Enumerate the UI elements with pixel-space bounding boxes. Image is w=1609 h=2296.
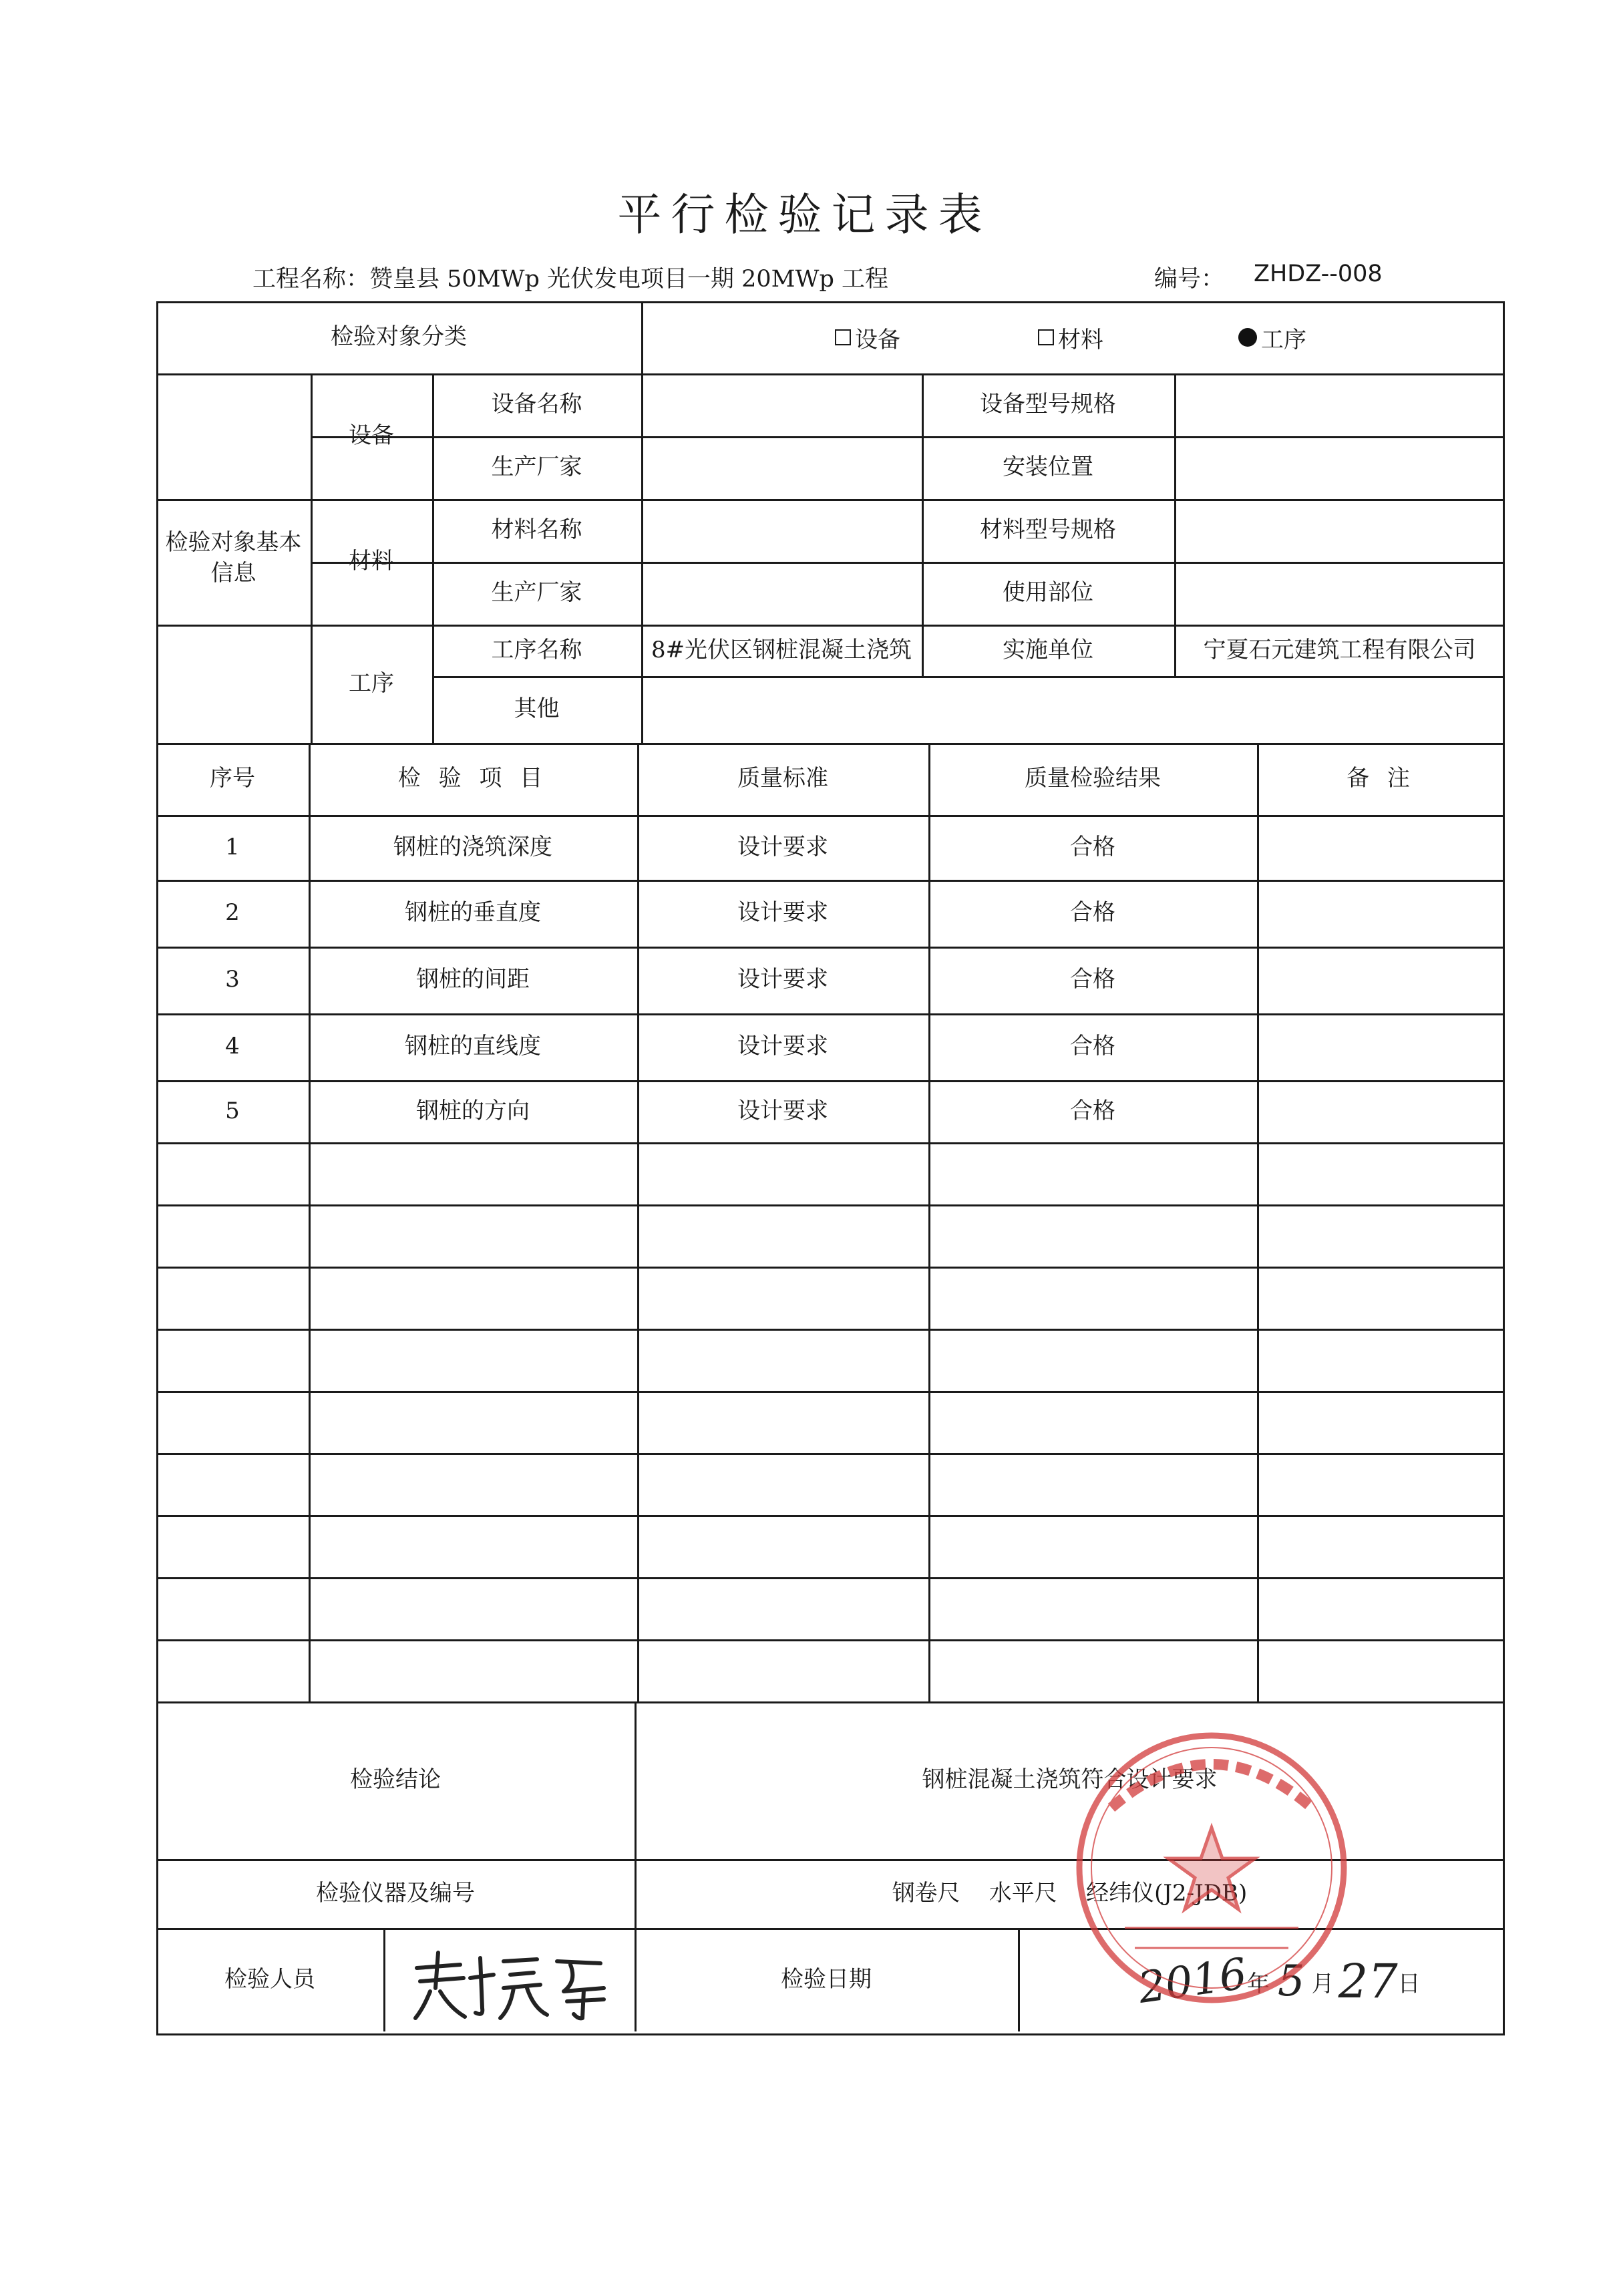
rule — [383, 1928, 385, 2031]
material-part-value — [1174, 562, 1505, 625]
row-no: 3 — [225, 966, 240, 993]
material-model-label: 材料型号规格 — [980, 516, 1116, 544]
doc-number: ZHDZ--008 — [1254, 261, 1383, 287]
row-standard: 设计要求 — [737, 966, 828, 993]
date-year-unit: 年 — [1246, 1970, 1270, 1997]
rule — [156, 1391, 1505, 1393]
equipment-group-label: 设备 — [349, 422, 394, 450]
header-item: 检 验 项 目 — [397, 765, 548, 792]
project-name: 工程名称：赞皇县 50MWp 光伏发电项目一期 20MWp 工程 — [252, 266, 889, 293]
category-label: 检验对象分类 — [331, 323, 467, 351]
date-label: 检验日期 — [781, 1965, 872, 1993]
row-item: 钢桩的间距 — [416, 966, 530, 993]
row-result: 合格 — [1070, 899, 1115, 927]
date-month-unit: 月 — [1311, 1970, 1334, 1997]
page-title: 平行检验记录表 — [617, 189, 992, 240]
row-no: 4 — [225, 1033, 240, 1060]
material-name-label: 材料名称 — [491, 516, 582, 544]
doc-number-label: 编号： — [1154, 266, 1225, 293]
date-year: 2016 — [1135, 1949, 1250, 2013]
material-maker-value — [641, 562, 922, 625]
row-remark — [1257, 1080, 1505, 1142]
equipment-maker-value — [641, 436, 922, 499]
equipment-location-value — [1174, 436, 1505, 499]
row-standard: 设计要求 — [737, 1097, 828, 1124]
header-result: 质量检验结果 — [1025, 765, 1161, 792]
equipment-maker-label: 生产厂家 — [491, 454, 582, 481]
header-remark: 备 注 — [1347, 765, 1415, 792]
material-maker-label: 生产厂家 — [491, 579, 582, 607]
row-standard: 设计要求 — [737, 1033, 828, 1060]
row-item: 钢桩的垂直度 — [405, 899, 541, 927]
rule — [156, 1142, 1505, 1144]
other-label: 其他 — [514, 695, 560, 723]
conclusion-value: 钢桩混凝土浇筑符合设计要求 — [922, 1766, 1218, 1794]
equipment-model-value — [1174, 373, 1505, 436]
row-no: 1 — [225, 833, 240, 860]
other-value — [641, 676, 1505, 743]
process-name-label: 工序名称 — [491, 636, 582, 663]
inspection-form — [156, 301, 1505, 2035]
rule — [156, 1453, 1505, 1455]
row-standard: 设计要求 — [737, 899, 828, 927]
process-group-label: 工序 — [349, 669, 394, 697]
equipment-name-label: 设备名称 — [491, 391, 582, 418]
rule — [156, 1577, 1505, 1579]
inspector-label: 检验人员 — [224, 1965, 315, 1993]
date-day: 27 — [1338, 1954, 1398, 2009]
header-standard: 质量标准 — [737, 765, 828, 792]
instruments-label: 检验仪器及编号 — [316, 1879, 475, 1907]
option-label: 工序 — [1261, 326, 1306, 353]
option-label: 设备 — [855, 326, 900, 353]
filled-circle-icon[interactable] — [1238, 328, 1257, 347]
date-day-unit: 日 — [1397, 1970, 1421, 1997]
rule — [156, 1515, 1505, 1517]
option-material[interactable] — [1038, 301, 1103, 373]
equipment-location-label: 安装位置 — [1003, 454, 1093, 481]
date-month: 5 — [1277, 1957, 1305, 2006]
row-no: 5 — [225, 1097, 240, 1124]
row-result: 合格 — [1070, 833, 1115, 860]
material-part-label: 使用部位 — [1003, 579, 1093, 607]
option-label: 材料 — [1058, 326, 1103, 353]
rule — [156, 1329, 1505, 1331]
row-standard: 设计要求 — [737, 833, 828, 860]
row-no: 2 — [225, 899, 240, 927]
row-item: 钢桩的浇筑深度 — [393, 833, 552, 860]
material-model-value — [1174, 499, 1505, 562]
row-remark — [1257, 815, 1505, 880]
process-unit-label: 实施单位 — [1003, 636, 1093, 663]
rule — [641, 301, 643, 373]
instruments-value: 钢卷尺 水平尺 经纬仪(J2-JDB) — [892, 1879, 1248, 1907]
row-result: 合格 — [1070, 1033, 1115, 1060]
header-no: 序号 — [210, 765, 255, 792]
row-result: 合格 — [1070, 966, 1115, 993]
row-item: 钢桩的直线度 — [405, 1033, 541, 1060]
rule — [156, 1204, 1505, 1206]
option-process[interactable] — [1238, 301, 1306, 373]
row-item: 钢桩的方向 — [416, 1097, 530, 1124]
equipment-model-label: 设备型号规格 — [980, 391, 1116, 418]
material-group-label: 材料 — [349, 548, 394, 575]
process-unit-value: 宁夏石元建筑工程有限公司 — [1203, 636, 1476, 663]
conclusion-label: 检验结论 — [350, 1766, 441, 1794]
checkbox-unchecked-icon[interactable] — [1038, 329, 1054, 345]
option-equipment[interactable] — [835, 301, 900, 373]
handwritten-signature — [403, 1945, 617, 2025]
row-remark — [1257, 1013, 1505, 1080]
equipment-name-value — [641, 373, 922, 436]
rule — [1018, 1928, 1020, 2031]
row-remark — [1257, 880, 1505, 947]
material-name-value — [641, 499, 922, 562]
checkbox-unchecked-icon[interactable] — [835, 329, 851, 345]
basic-info-label: 检验对象基本信息 — [165, 528, 302, 587]
row-result: 合格 — [1070, 1097, 1115, 1124]
company-seal — [1071, 1728, 1352, 2008]
rule — [156, 1639, 1505, 1641]
row-remark — [1257, 947, 1505, 1013]
rule — [156, 1267, 1505, 1269]
process-name-value: 8#光伏区钢桩混凝土浇筑 — [651, 636, 912, 663]
